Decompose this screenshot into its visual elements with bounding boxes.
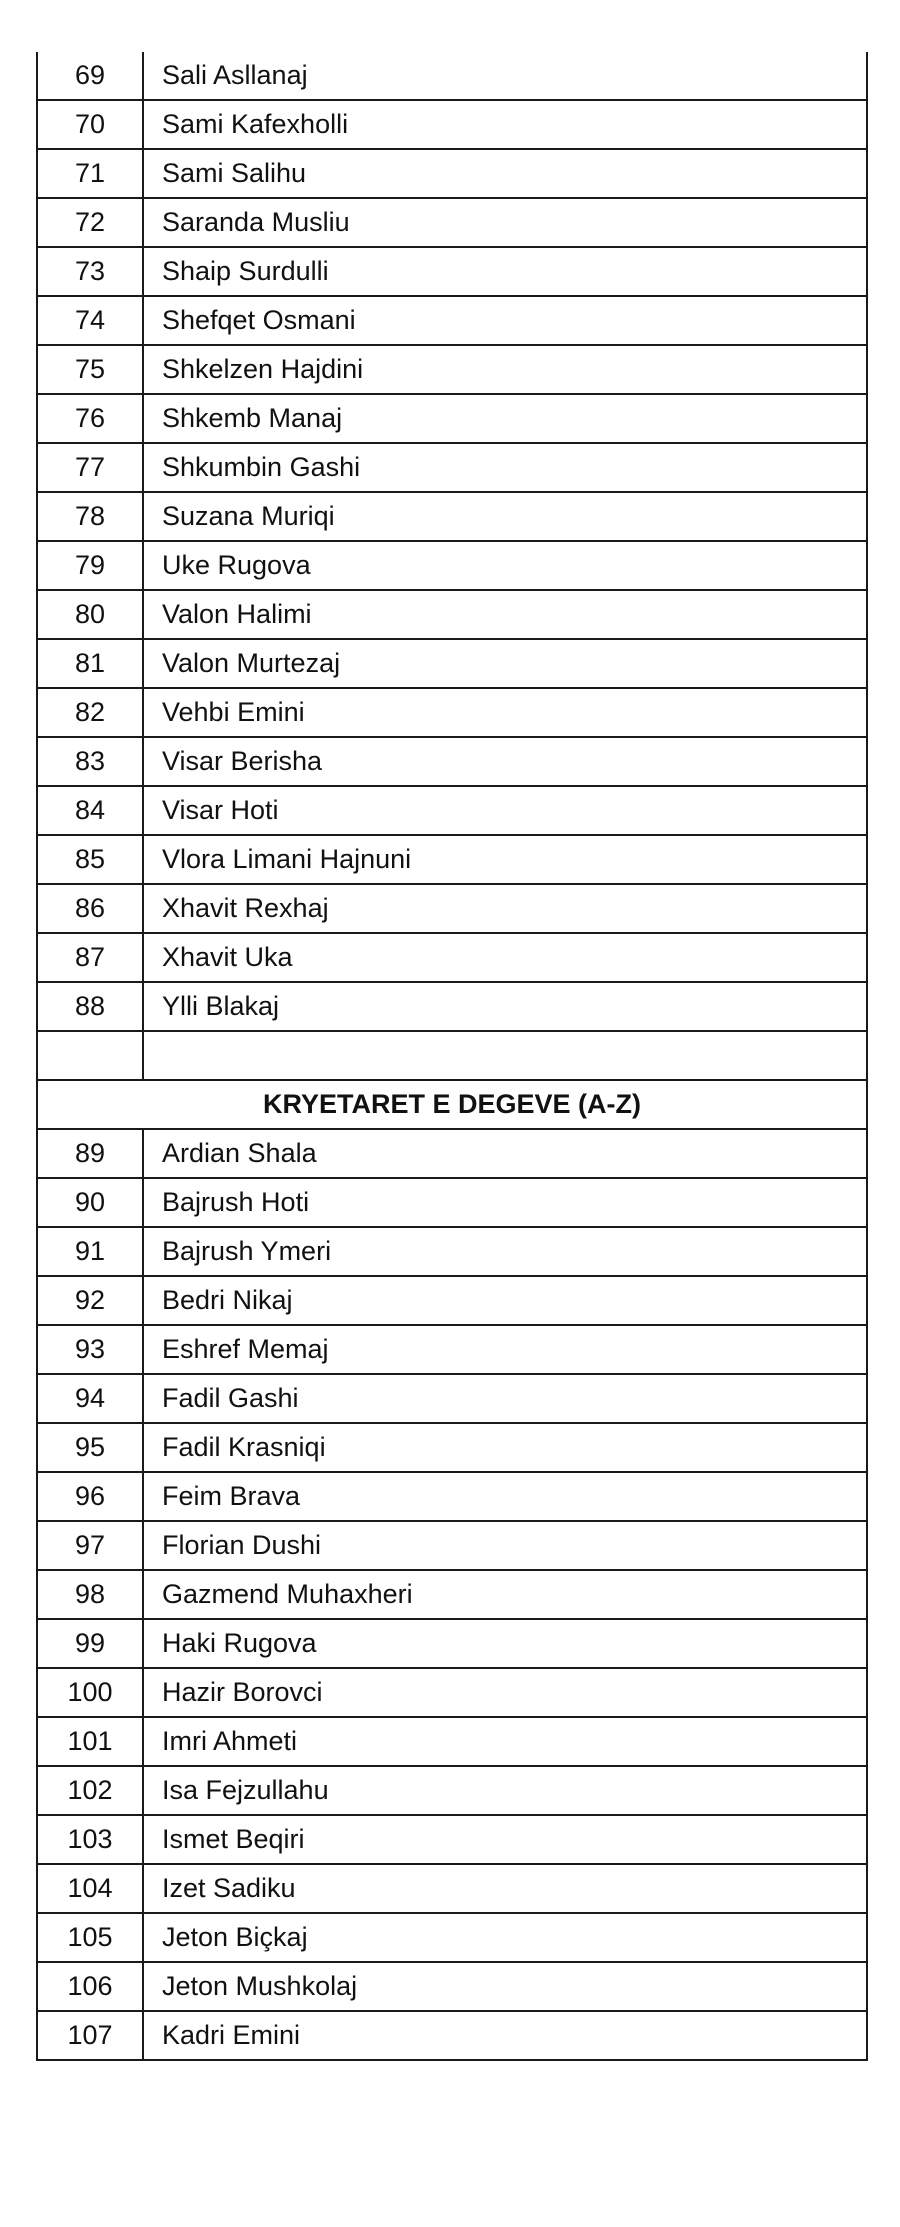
table-row: [37, 786, 867, 835]
member-name: Kadri Emini: [143, 2011, 867, 2060]
member-name: Bajrush Ymeri: [143, 1227, 867, 1276]
row-number: 75: [37, 345, 143, 394]
member-name: Ardian Shala: [143, 1129, 867, 1178]
row-number: 72: [37, 198, 143, 247]
row-number: 97: [37, 1521, 143, 1570]
row-number: 69: [37, 52, 143, 100]
member-name: Vlora Limani Hajnuni: [143, 835, 867, 884]
member-name: Visar Hoti: [143, 786, 867, 835]
member-name: Haki Rugova: [143, 1619, 867, 1668]
table-row: [37, 835, 867, 884]
member-name: Shkemb Manaj: [143, 394, 867, 443]
table-row: [37, 982, 867, 1031]
member-name: Feim Brava: [143, 1472, 867, 1521]
section-heading: KRYETARET E DEGEVE (A-Z): [37, 1080, 867, 1129]
table-row: [37, 688, 867, 737]
row-number: 107: [37, 2011, 143, 2060]
row-number: 103: [37, 1815, 143, 1864]
row-number: 92: [37, 1276, 143, 1325]
table-row: [37, 1619, 867, 1668]
table-row: [37, 1766, 867, 1815]
member-name: Uke Rugova: [143, 541, 867, 590]
row-number: 95: [37, 1423, 143, 1472]
row-number: 90: [37, 1178, 143, 1227]
member-name: Fadil Krasniqi: [143, 1423, 867, 1472]
member-name: Bajrush Hoti: [143, 1178, 867, 1227]
table-row: [37, 1864, 867, 1913]
table-row: [37, 1129, 867, 1178]
table-row: [37, 1521, 867, 1570]
member-name: Isa Fejzullahu: [143, 1766, 867, 1815]
table-row: [37, 443, 867, 492]
row-number: 85: [37, 835, 143, 884]
row-number: 83: [37, 737, 143, 786]
member-name: Shkelzen Hajdini: [143, 345, 867, 394]
row-number: 102: [37, 1766, 143, 1815]
row-number: 101: [37, 1717, 143, 1766]
row-number: 77: [37, 443, 143, 492]
member-name: Xhavit Rexhaj: [143, 884, 867, 933]
table-row: [37, 1913, 867, 1962]
row-number: 98: [37, 1570, 143, 1619]
table-row: [37, 492, 867, 541]
roster-table-body: [37, 52, 867, 2060]
member-name: Shefqet Osmani: [143, 296, 867, 345]
member-name: Saranda Musliu: [143, 198, 867, 247]
row-number: 105: [37, 1913, 143, 1962]
member-name: Fadil Gashi: [143, 1374, 867, 1423]
table-row: [37, 1815, 867, 1864]
member-name: Izet Sadiku: [143, 1864, 867, 1913]
table-row: [37, 639, 867, 688]
member-name: Ylli Blakaj: [143, 982, 867, 1031]
row-number: 82: [37, 688, 143, 737]
roster-table: [36, 52, 868, 2061]
member-name: Sali Asllanaj: [143, 52, 867, 100]
row-number: 76: [37, 394, 143, 443]
table-row: [37, 933, 867, 982]
row-number: 78: [37, 492, 143, 541]
row-number: 94: [37, 1374, 143, 1423]
table-row: [37, 1227, 867, 1276]
table-row: [37, 590, 867, 639]
row-number: 87: [37, 933, 143, 982]
member-name: Jeton Biçkaj: [143, 1913, 867, 1962]
member-name: Hazir Borovci: [143, 1668, 867, 1717]
row-number: 71: [37, 149, 143, 198]
table-row: [37, 149, 867, 198]
member-name: Jeton Mushkolaj: [143, 1962, 867, 2011]
table-row: [37, 1276, 867, 1325]
table-row: [37, 394, 867, 443]
row-number: 100: [37, 1668, 143, 1717]
row-number: 79: [37, 541, 143, 590]
table-row: [37, 2011, 867, 2060]
empty-row: [37, 1031, 867, 1080]
table-row: [37, 1374, 867, 1423]
row-number: 70: [37, 100, 143, 149]
empty-cell: [37, 1031, 143, 1080]
roster-sheet: [36, 52, 868, 2061]
row-number: 91: [37, 1227, 143, 1276]
table-row: [37, 1472, 867, 1521]
member-name: Florian Dushi: [143, 1521, 867, 1570]
row-number: 104: [37, 1864, 143, 1913]
row-number: 88: [37, 982, 143, 1031]
member-name: Shaip Surdulli: [143, 247, 867, 296]
row-number: 84: [37, 786, 143, 835]
table-row: [37, 52, 867, 100]
table-row: [37, 345, 867, 394]
section-heading-row: [37, 1080, 867, 1129]
member-name: Xhavit Uka: [143, 933, 867, 982]
member-name: Sami Kafexholli: [143, 100, 867, 149]
member-name: Ismet Beqiri: [143, 1815, 867, 1864]
row-number: 89: [37, 1129, 143, 1178]
table-row: [37, 1570, 867, 1619]
row-number: 99: [37, 1619, 143, 1668]
member-name: Valon Murtezaj: [143, 639, 867, 688]
table-row: [37, 541, 867, 590]
member-name: Suzana Muriqi: [143, 492, 867, 541]
member-name: Eshref Memaj: [143, 1325, 867, 1374]
member-name: Vehbi Emini: [143, 688, 867, 737]
row-number: 106: [37, 1962, 143, 2011]
member-name: Imri Ahmeti: [143, 1717, 867, 1766]
table-row: [37, 1178, 867, 1227]
table-row: [37, 1717, 867, 1766]
table-row: [37, 100, 867, 149]
member-name: Valon Halimi: [143, 590, 867, 639]
member-name: Shkumbin Gashi: [143, 443, 867, 492]
table-row: [37, 884, 867, 933]
row-number: 74: [37, 296, 143, 345]
member-name: Visar Berisha: [143, 737, 867, 786]
empty-cell: [143, 1031, 867, 1080]
table-row: [37, 1668, 867, 1717]
row-number: 80: [37, 590, 143, 639]
row-number: 93: [37, 1325, 143, 1374]
row-number: 96: [37, 1472, 143, 1521]
member-name: Bedri Nikaj: [143, 1276, 867, 1325]
row-number: 86: [37, 884, 143, 933]
table-row: [37, 198, 867, 247]
table-row: [37, 737, 867, 786]
table-row: [37, 1423, 867, 1472]
table-row: [37, 1962, 867, 2011]
table-row: [37, 247, 867, 296]
row-number: 73: [37, 247, 143, 296]
table-row: [37, 296, 867, 345]
member-name: Sami Salihu: [143, 149, 867, 198]
table-row: [37, 1325, 867, 1374]
row-number: 81: [37, 639, 143, 688]
member-name: Gazmend Muhaxheri: [143, 1570, 867, 1619]
